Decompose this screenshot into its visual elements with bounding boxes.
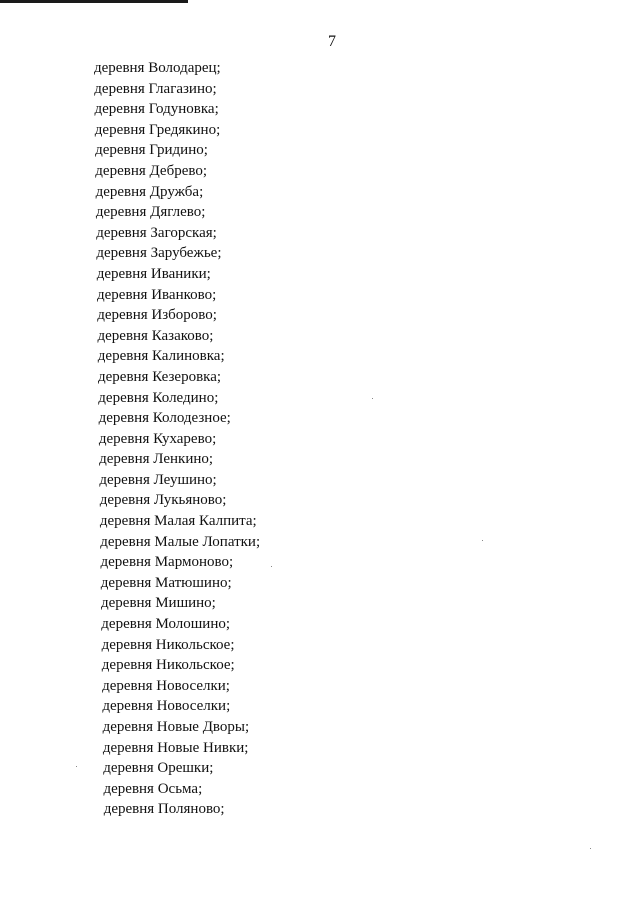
- list-item: деревня Иваники;: [96, 265, 211, 282]
- list-item: деревня Никольское;: [101, 636, 235, 653]
- scan-speck: [590, 848, 591, 849]
- list-item: деревня Кезеровка;: [98, 368, 222, 385]
- scan-speck: [372, 398, 373, 399]
- scan-speck: [482, 540, 483, 541]
- list-item: деревня Загорская;: [96, 224, 217, 241]
- village-list: [0, 58, 640, 820]
- list-item: деревня Матюшино;: [100, 574, 232, 591]
- list-item: деревня Гредякино;: [94, 121, 221, 138]
- scan-speck: [76, 766, 77, 767]
- list-item: деревня Малая Калпита;: [99, 513, 257, 530]
- list-item: деревня Кухарево;: [98, 430, 217, 447]
- scan-speck: [271, 566, 272, 567]
- list-item: деревня Дяглево;: [95, 204, 206, 221]
- list-item: деревня Новоселки;: [102, 677, 230, 694]
- list-item: деревня Поляново;: [103, 801, 225, 818]
- list-item: деревня Мармоново;: [100, 554, 234, 571]
- list-item: деревня Казаково;: [97, 327, 214, 344]
- list-item: деревня Леушино;: [99, 471, 217, 488]
- list-item: деревня Мишино;: [101, 595, 216, 612]
- list-item: деревня Никольское;: [101, 657, 235, 674]
- list-item: деревня Новые Нивки;: [102, 739, 249, 756]
- list-item: деревня Володарец;: [94, 60, 221, 76]
- list-item: деревня Годуновка;: [94, 101, 219, 118]
- page-number: 7: [328, 33, 336, 50]
- list-item: деревня Дружба;: [95, 183, 204, 200]
- list-item: деревня Изборово;: [97, 307, 217, 324]
- list-item: деревня Молошино;: [101, 616, 231, 633]
- list-item: деревня Новоселки;: [102, 698, 231, 715]
- list-item: деревня Иванково;: [97, 286, 217, 303]
- list-item: деревня Малые Лопатки;: [100, 533, 261, 550]
- list-item: деревня Дебрево;: [95, 162, 208, 179]
- list-item: деревня Осьма;: [103, 780, 203, 797]
- list-item: деревня Калиновка;: [97, 348, 225, 365]
- list-item: деревня Колодезное;: [98, 410, 231, 427]
- list-item: деревня Ленкино;: [99, 451, 214, 468]
- scan-edge-mark: [0, 0, 188, 3]
- list-item: деревня Коледино;: [98, 389, 219, 406]
- list-item: деревня Зарубежье;: [96, 245, 222, 262]
- list-item: деревня Гридино;: [95, 142, 208, 159]
- list-item: деревня Глагазино;: [94, 80, 217, 97]
- list-item: деревня Орешки;: [103, 760, 214, 777]
- list-item: деревня Новые Дворы;: [102, 719, 250, 735]
- list-item: деревня Лукьяново;: [99, 492, 227, 509]
